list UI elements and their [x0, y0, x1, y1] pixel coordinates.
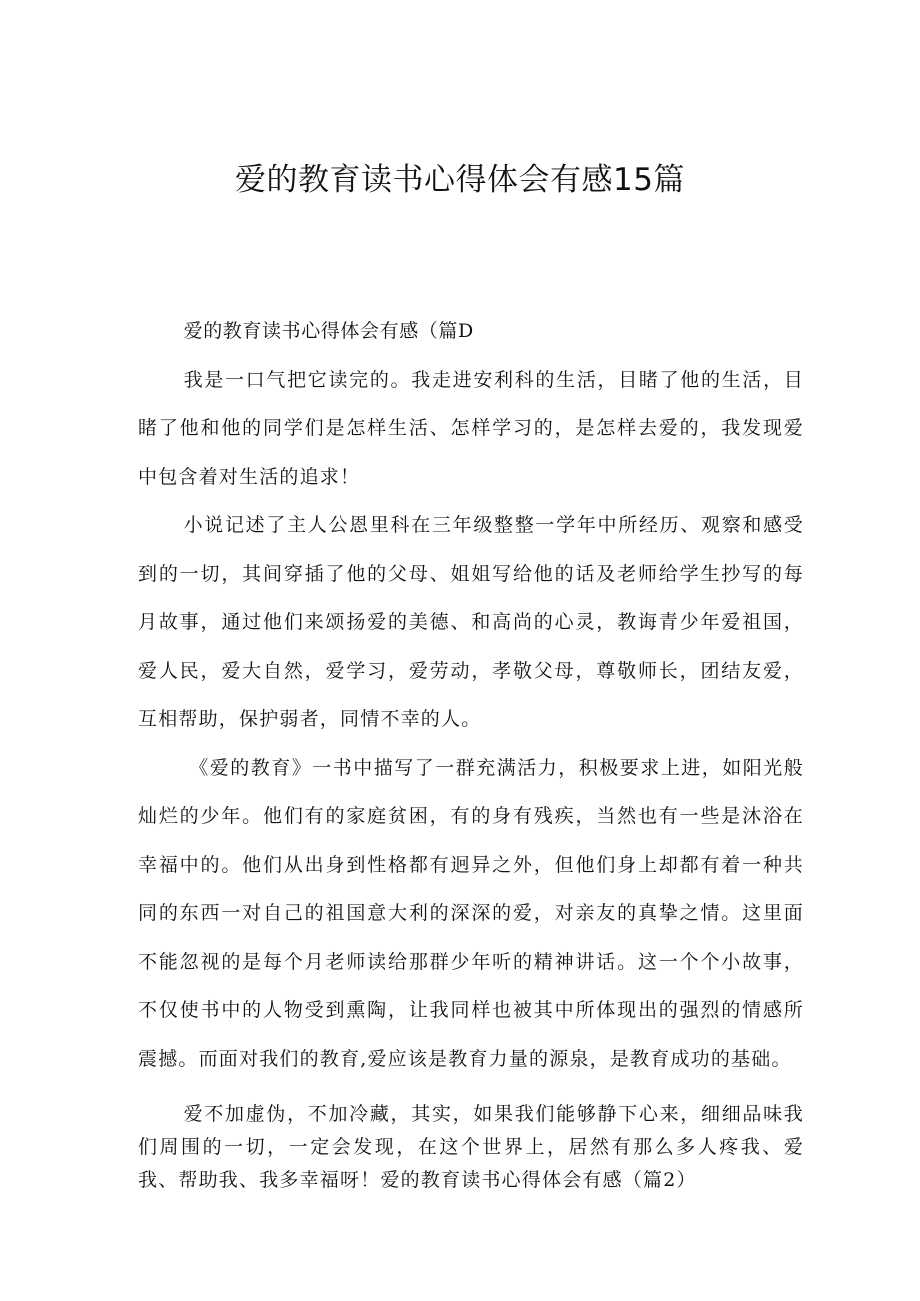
paragraph-1: 我是一口气把它读完的。我走进安利科的生活，目睹了他的生活，目睹了他和他的同学们是怎样生活、怎样学习的，是怎样去爱的，我发现爱中包含着对生活的追求！: [138, 368, 804, 488]
paragraph-2: 小说记述了主人公恩里科在三年级整整一学年中所经历、观察和感受到的一切，其间穿插了他的父母、姐姐写给他的话及老师给学生抄写的每月故事，通过他们来颂扬爱的美德、和高尚的心灵，教诲青少年爱祖国，爱人民，爱大自然，爱学习，爱劳动，孝敬父母，尊敬师长，团结友爱，互相帮助，保护弱者，同情不幸的人。: [138, 514, 804, 730]
paragraph-3: 《爱的教育》一书中描写了一群充满活力，积极要求上进，如阳光般灿烂的少年。他们有的家庭贫困，有的身有残疾，当然也有一些是沐浴在幸福中的。他们从出身到性格都有迥异之外，但他们身上却都有着一种共同的东西一对自己的祖国意大利的深深的爱，对亲友的真挚之情。这里面不能忽视的是每个月老师读给那群少年听的精神讲话。这一个个小故事，不仅使书中的人物受到熏陶，让我同样也被其中所体现出的强烈的情感所震撼。而面对我们的教育,爱应该是教育力量的源泉，是教育成功的基础。: [138, 756, 804, 1070]
paragraph-4: 爱不加虚伪，不加冷藏，其实，如果我们能够静下心来，细细品味我们周围的一切，一定会发现，在这个世界上，居然有那么多人疼我、爱我、帮助我、我多幸福呀！爱的教育读书心得体会有感（篇2）: [138, 1103, 804, 1191]
document-body: [138, 307, 804, 1197]
section-heading: 爱的教育读书心得体会有感（篇D: [183, 320, 474, 342]
document-title: 爱的教育读书心得体会有感15篇: [235, 162, 685, 198]
